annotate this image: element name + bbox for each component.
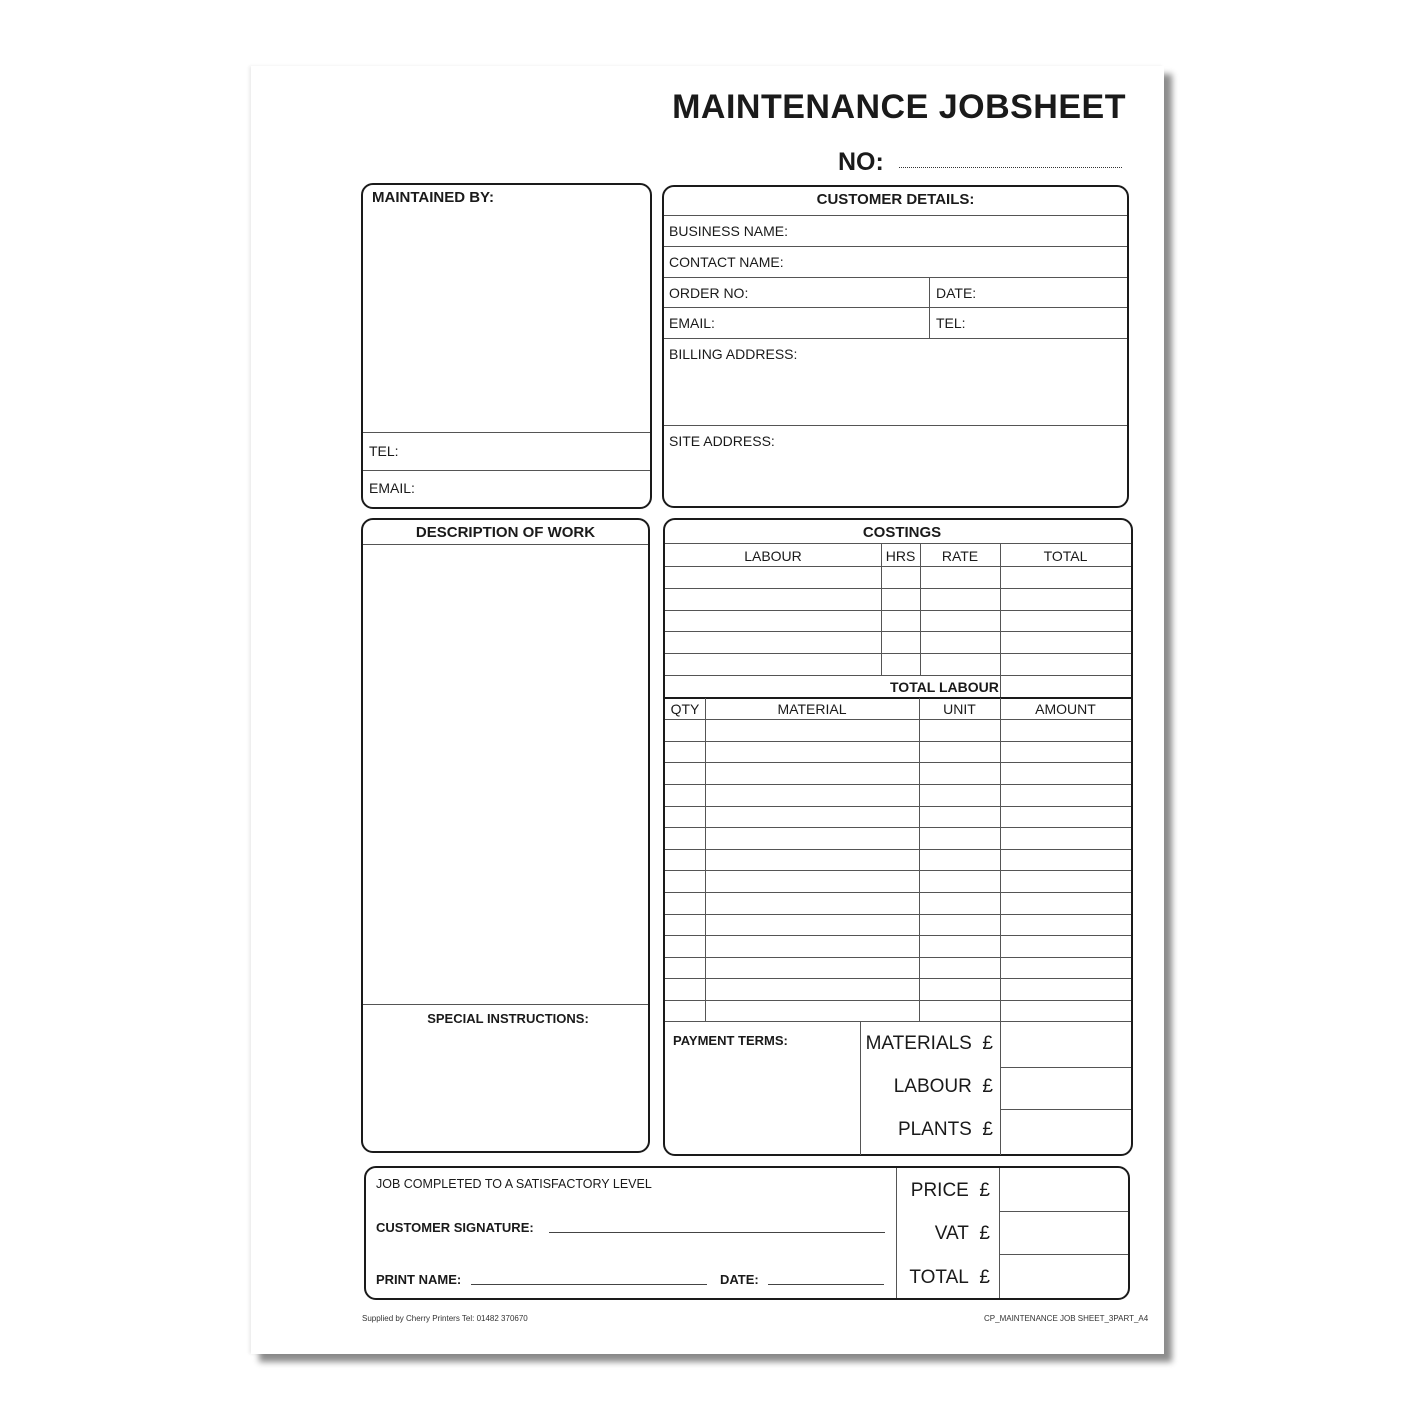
grand-total-field[interactable] — [1000, 1255, 1127, 1297]
business-name-field[interactable] — [790, 217, 1125, 245]
maintainer-tel-field[interactable] — [400, 434, 648, 469]
divider — [665, 697, 1131, 699]
labour-row[interactable] — [666, 632, 1130, 653]
material-row[interactable] — [666, 828, 1130, 848]
divider — [664, 246, 1127, 247]
maintained-by-label: MAINTAINED BY: — [372, 189, 494, 206]
order-no-field[interactable] — [750, 279, 927, 306]
special-instructions-label: SPECIAL INSTRUCTIONS: — [427, 1011, 589, 1026]
customer-signature-label: CUSTOMER SIGNATURE: — [376, 1220, 534, 1235]
divider — [664, 307, 1127, 308]
materials-total-label — [860, 1033, 993, 1055]
supplier-footer: Supplied by Cherry Printers Tel: 01482 370670 — [362, 1314, 528, 1323]
plants-total-label — [860, 1119, 993, 1141]
payment-terms-label: PAYMENT TERMS: — [673, 1033, 788, 1048]
divider — [363, 432, 650, 433]
price-label-text: PRICE — [910, 1180, 969, 1201]
divider — [664, 338, 1127, 339]
material-row[interactable] — [666, 807, 1130, 827]
pound-sign-icon: £ — [979, 1180, 990, 1201]
material-row[interactable] — [666, 893, 1130, 913]
labour-row[interactable] — [666, 589, 1130, 610]
vat-label — [897, 1223, 990, 1245]
material-row[interactable] — [666, 1001, 1130, 1021]
description-of-work-field[interactable] — [364, 546, 647, 1003]
vat-label-text: VAT — [934, 1223, 969, 1244]
vat-field[interactable] — [1000, 1212, 1127, 1254]
customer-date-field[interactable] — [980, 279, 1125, 306]
material-row[interactable] — [666, 850, 1130, 870]
divider — [664, 277, 1127, 278]
total-labour-field[interactable] — [1001, 676, 1130, 697]
labour-total-field[interactable] — [1001, 1068, 1130, 1108]
customer-date-label: DATE: — [936, 285, 977, 301]
customer-tel-field[interactable] — [968, 309, 1125, 337]
grand-total-label — [897, 1267, 990, 1289]
material-row[interactable] — [666, 785, 1130, 805]
customer-email-field[interactable] — [716, 309, 927, 337]
material-row[interactable] — [666, 915, 1130, 935]
amount-column-header: AMOUNT — [1035, 701, 1096, 717]
customer-details-header: CUSTOMER DETAILS: — [816, 191, 975, 208]
maintainer-email-label: EMAIL: — [369, 480, 415, 496]
materials-label-text: MATERIALS — [865, 1033, 972, 1054]
jobsheet-number-label: NO: — [838, 148, 884, 176]
labour-label-text: LABOUR — [893, 1076, 972, 1097]
labour-total-label — [860, 1076, 993, 1098]
maintainer-tel-label: TEL: — [369, 443, 399, 459]
job-completed-statement: JOB COMPLETED TO A SATISFACTORY LEVEL — [376, 1177, 652, 1191]
labour-row[interactable] — [666, 567, 1130, 588]
pound-sign-icon: £ — [982, 1076, 993, 1097]
contact-name-label: CONTACT NAME: — [669, 254, 784, 270]
qty-column-header: QTY — [670, 701, 700, 717]
site-address-field[interactable] — [666, 452, 1125, 504]
customer-email-label: EMAIL: — [669, 315, 715, 331]
material-row[interactable] — [666, 958, 1130, 978]
maintained-by-field[interactable] — [364, 210, 649, 432]
customer-tel-label: TEL: — [936, 315, 966, 331]
billing-address-label: BILLING ADDRESS: — [669, 346, 798, 362]
total-label-text: TOTAL — [909, 1267, 969, 1288]
site-address-label: SITE ADDRESS: — [669, 433, 775, 449]
material-row[interactable] — [666, 871, 1130, 891]
material-row[interactable] — [666, 936, 1130, 956]
material-row[interactable] — [666, 742, 1130, 762]
maintainer-email-field[interactable] — [416, 472, 648, 506]
contact-name-field[interactable] — [785, 248, 1125, 277]
divider — [665, 543, 1131, 544]
completion-date-label: DATE: — [720, 1272, 759, 1287]
price-label — [897, 1180, 990, 1202]
material-column-header: MATERIAL — [777, 701, 847, 717]
print-name-field[interactable] — [471, 1284, 707, 1285]
rate-column-header: RATE — [941, 548, 979, 564]
special-instructions-field[interactable] — [364, 1030, 647, 1148]
unit-column-header: UNIT — [943, 701, 976, 717]
hrs-column-header: HRS — [885, 548, 916, 564]
pound-sign-icon: £ — [982, 1119, 993, 1140]
print-name-label: PRINT NAME: — [376, 1272, 462, 1287]
pound-sign-icon: £ — [982, 1033, 993, 1054]
divider — [664, 425, 1127, 426]
billing-address-field[interactable] — [666, 364, 1125, 424]
labour-row[interactable] — [666, 654, 1130, 675]
divider — [664, 215, 1127, 216]
business-name-label: BUSINESS NAME: — [669, 223, 789, 239]
total-column-header: TOTAL — [1043, 548, 1088, 564]
plants-total-field[interactable] — [1001, 1110, 1130, 1153]
divider — [363, 544, 648, 545]
pound-sign-icon: £ — [979, 1267, 990, 1288]
customer-signature-field[interactable] — [549, 1232, 885, 1233]
payment-terms-field[interactable] — [666, 1052, 858, 1150]
completion-date-field[interactable] — [768, 1284, 884, 1285]
total-labour-label: TOTAL LABOUR — [890, 679, 999, 695]
labour-row[interactable] — [666, 611, 1130, 632]
jobsheet-number-field[interactable] — [899, 167, 1122, 168]
material-row[interactable] — [666, 763, 1130, 783]
material-row[interactable] — [666, 979, 1130, 999]
divider — [363, 470, 650, 471]
description-of-work-header: DESCRIPTION OF WORK — [415, 524, 596, 541]
materials-total-field[interactable] — [1001, 1022, 1130, 1066]
price-field[interactable] — [1000, 1169, 1127, 1210]
pound-sign-icon: £ — [979, 1223, 990, 1244]
divider — [363, 1004, 648, 1005]
costings-header: COSTINGS — [862, 524, 942, 541]
plants-label-text: PLANTS — [897, 1119, 972, 1140]
page-title: MAINTENANCE JOBSHEET — [672, 88, 1126, 126]
material-row[interactable] — [666, 720, 1130, 740]
order-no-label: ORDER NO: — [669, 285, 749, 301]
labour-column-header: LABOUR — [744, 548, 802, 564]
document-code-footer: CP_MAINTENANCE JOB SHEET_3PART_A4 — [984, 1314, 1149, 1323]
